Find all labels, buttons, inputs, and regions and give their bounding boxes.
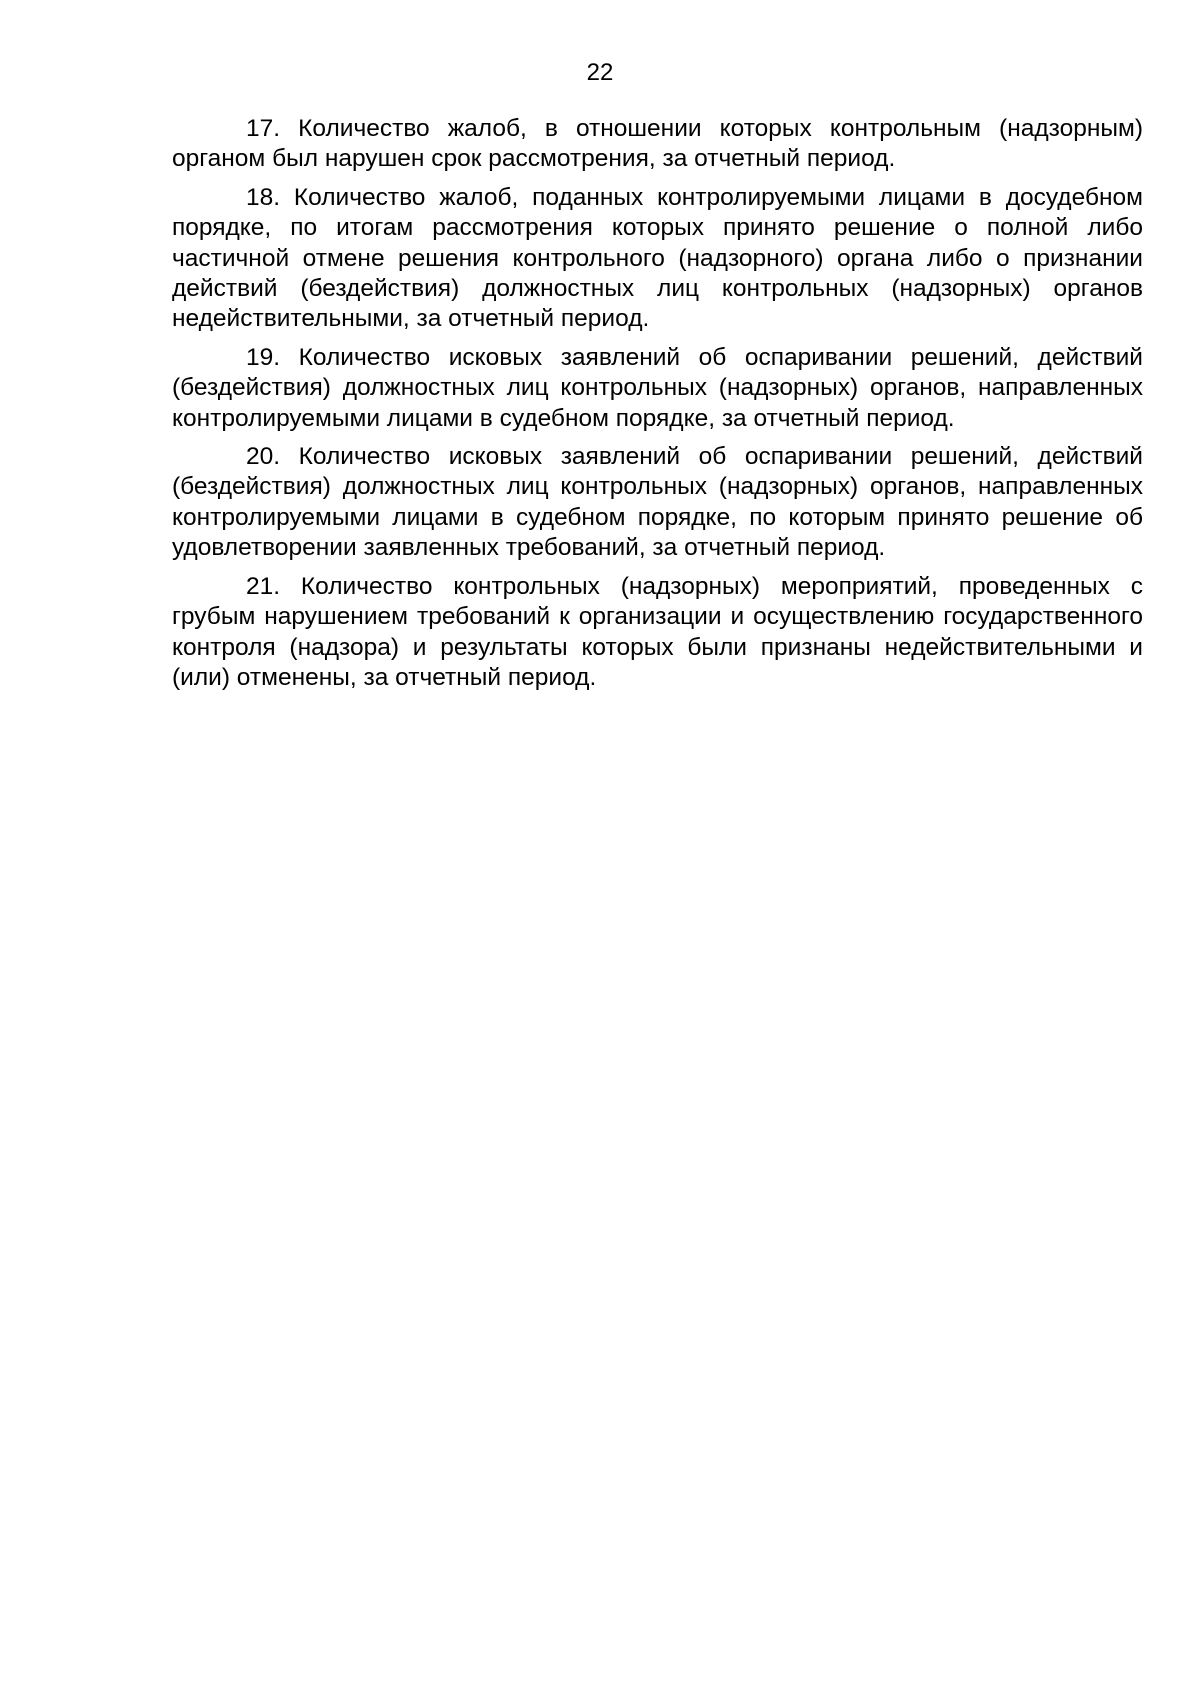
document-body xyxy=(172,114,1143,701)
paragraph-item-17: 17. Количество жалоб, в отношении которых контрольным (надзорным) органом был нарушен срок рассмотрения, за отчетный период. xyxy=(172,115,1143,173)
paragraph-item-18: 18. Количество жалоб, поданных контролируемыми лицами в досудебном порядке, по итогам рассмотрения которых принято решение о полной либо частичной отмене решения контрольного (надзорного) органа либо о признании действий (бездействия) должностных лиц контрольных (надзорных) органов недействительными, за отчетный период. xyxy=(172,183,1143,333)
paragraph-item-20: 20. Количество исковых заявлений об оспаривании решений, действий (бездействия) должностных лиц контрольных (надзорных) органов, направленных контролируемыми лицами в судебном порядке, по которым принято решение об удовлетворении заявленных требований, за отчетный период. xyxy=(172,443,1143,562)
page-number: 22 xyxy=(586,59,614,86)
paragraph-item-19: 19. Количество исковых заявлений об оспаривании решений, действий (бездействия) должностных лиц контрольных (надзорных) органов, направленных контролируемыми лицами в судебном порядке, за отчетный период. xyxy=(172,343,1143,432)
paragraph-item-21: 21. Количество контрольных (надзорных) мероприятий, проведенных с грубым нарушением требований к организации и осуществлению государственного контроля (надзора) и результаты которых были признаны недействительными и (или) отменены, за отчетный период. xyxy=(172,572,1143,691)
